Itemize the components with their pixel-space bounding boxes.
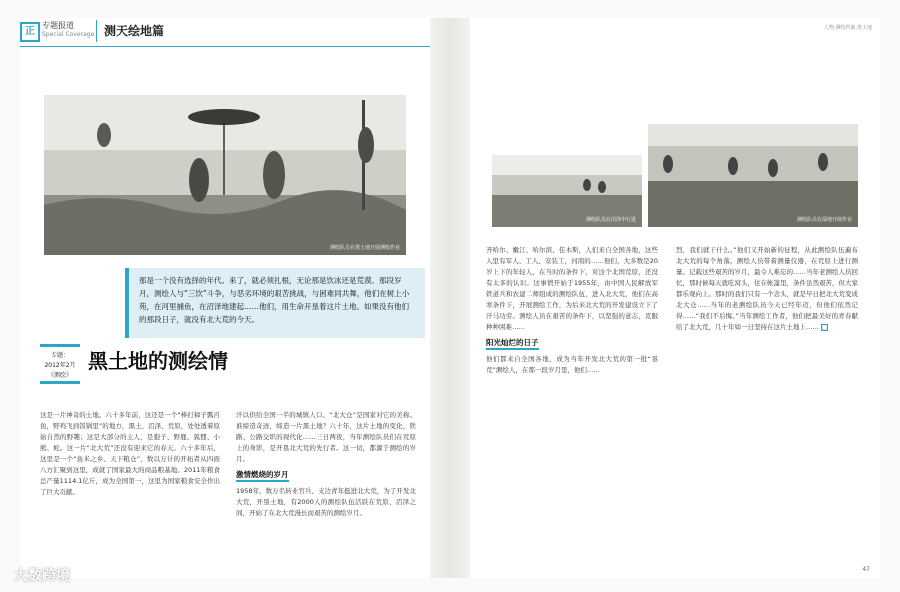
main-photo-caption: 测绘队员在黑土地开展测绘作业: [329, 245, 400, 251]
column-3-text-b: 他们都来自全国各地，成为当年开发北大荒的第一批“垦荒”测绘人，在那一段岁月里，他们……: [486, 355, 658, 374]
page-gutter: [430, 18, 470, 578]
badge-line-3: 《测绘》: [47, 372, 72, 379]
column-logo-icon: 正: [20, 22, 40, 42]
pull-quote: 那是一个没有选择的年代。来了，就必须扎根，无论那是饮冰还是荒漠。那段岁月，测绘人与“三饮”斗争，与恶劣环境的艰苦挑战，与困难同共舞，他们在树上小苑，在河里捕鱼，在沼泽地建起……他们，用生命开垦着这片土地。如果没有他们的那段日子，就没有北大荒的今天。: [125, 268, 425, 338]
right-photo-1: [492, 155, 642, 227]
right-photo-2-caption: 测绘队员在湿地开展作业: [796, 217, 852, 223]
watermark-logo: 大数跨境: [14, 568, 70, 584]
issue-badge: [40, 344, 80, 384]
header-rule: [20, 46, 430, 47]
main-photo: [44, 95, 406, 255]
right-photo-1-caption: 测绘队员在沼泽中行进: [585, 217, 636, 223]
article-title: 黑土地的测绘情: [88, 349, 228, 373]
header-divider: [96, 20, 97, 42]
subhead-1: 激情燃烧的岁月: [236, 469, 289, 482]
badge-line-2: 2012年2月: [44, 362, 76, 369]
column-3-text: 齐哈尔、嫩江、哈尔滨、佳木斯，人们来自全国各地，这些人里有军人、工人、安装工，河南的……他们，大多数是20岁上下的年轻人，在当时的条件下，对这个北国荒原，还没有太多的认识。这事情开始于1955年，由中国人民解放军铁道兵和农建二师组成的测绘队伍，进入北大荒，他们在高寒条件下，开展测绘工作，为后来北大荒的开发建设立下了汗马功劳。测绘人员在艰苦的条件下，以坚强的意志，克服种种困难……: [486, 246, 658, 331]
article-column-3: [486, 245, 658, 376]
page-number: 47: [862, 566, 870, 573]
header-right-text: 人物·测绘档案·黑土地: [823, 25, 872, 31]
column-2-text-b: 1958年，数万名转业官兵、支边青年挺进北大荒，为了开发北大荒，开垦土地，有2000人的测绘队伍活跃在荒原、沼泽之间，开始了在北大荒漫长而艰苦的测绘岁月。: [236, 487, 416, 517]
end-mark-icon: ■: [821, 324, 828, 331]
column-name: [42, 20, 94, 38]
subhead-2: 阳光灿烂的日子: [486, 337, 539, 350]
column-label: 专题报道: [42, 21, 74, 30]
article-column-4: [676, 245, 858, 333]
right-photo-2: [648, 124, 858, 227]
badge-line-1: 专题：: [50, 352, 69, 359]
column-label-en: Special Coverage: [42, 31, 95, 38]
article-column-1: 这是一片神奇的土地。六十多年前，这还是一个“棒打獐子瓢舀鱼，野鸡飞到饭锅里”的地方，黑土、沼泽、荒原，处处透着原始自然的野趣；这是大部分的主人，是狍子、野鹿、狐狸、小熊、蛇。这一片“北大荒”还没有迎来它的春天。六十多年后，这里是一个“鱼米之乡、天下粮仓”，数以万计的开拓者从四面八方汇聚到这里，成就了国家最大的商品粮基地。2011年粮食总产量1114.1亿斤，成为全国第一，这里为国家粮食安全作出了巨大贡献。: [40, 411, 220, 496]
article-column-2: [236, 410, 416, 519]
column-2-text: 汗以供给全国一半的城镇人口。“北大仓”是国家对它的美称。谁缔造奇迹，缔造一片黑土地？六十年，这片土地的变化，铁路、公路交织的现代化……三日两夜，当年测绘队员们在荒原上的身影，是开垦北大荒的先行者。这一切，都源于测绘的岁月。: [236, 411, 416, 463]
section-title: 测天绘地篇: [104, 24, 165, 38]
column-4-text: 烈，我们就干什么。”他们又开始新的征程，从此测绘队伍遍布北大荒的每个角落。测绘人员带着测量仪器，在荒原上进行测量。记载这些艰苦的岁月，最令人难忘的……当年老测绘人员回忆，那时候每天就吃窝头，住在帐篷里，条件虽然艰苦，但大家都乐观向上。那时的我们只有一个念头，就是早日把北大荒变成北大仓……当年的老测绘队员今天已经年迈，但他们依然记得……“我们不后悔。”当年测绘工作者，他们把最美好的青春献给了北大荒，几十年如一日坚持在这片土地上……: [676, 246, 858, 331]
